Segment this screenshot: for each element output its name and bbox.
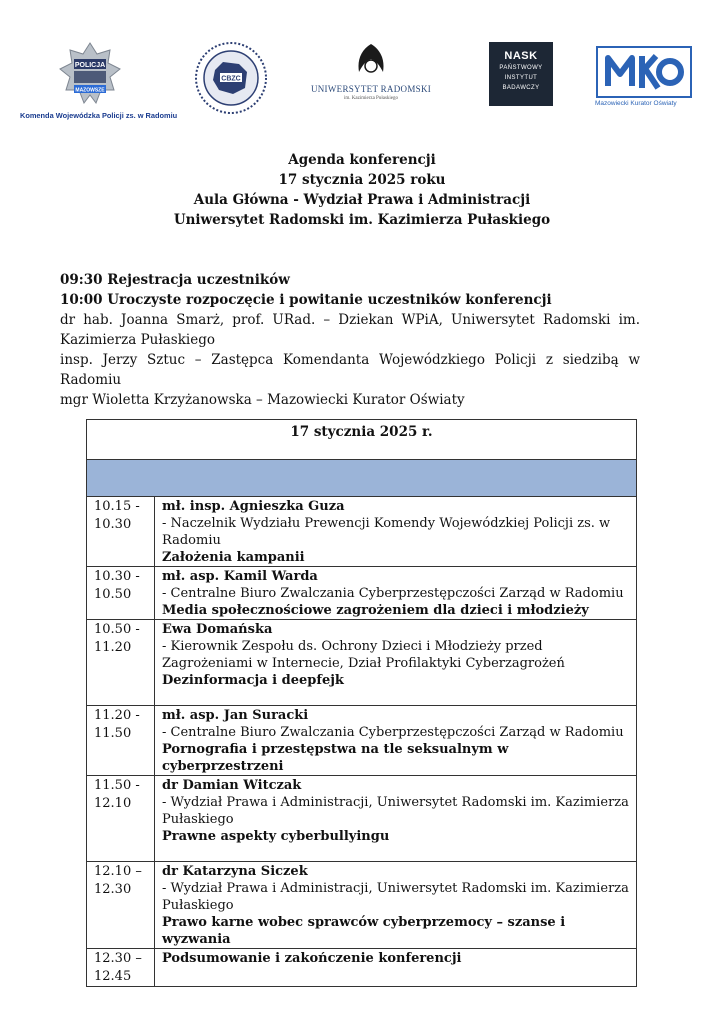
time-end: 12.30	[94, 882, 132, 897]
time-cell	[87, 862, 155, 949]
police-badge-text: POLICJA	[74, 62, 106, 69]
session-cell	[155, 497, 637, 567]
session-title: Dezinformacja i deepfejk	[162, 673, 344, 688]
opening-line: 10:00 Uroczyste rozpoczęcie i powitanie uczestników konferencji	[60, 292, 552, 308]
table-row	[87, 497, 637, 567]
mko-caption: Mazowiecki Kurator Oświaty	[595, 100, 677, 107]
session-cell	[155, 949, 637, 987]
speaker-name: Ewa Domańska	[162, 622, 273, 637]
mko-box	[596, 46, 692, 98]
speaker-affiliation: - Naczelnik Wydziału Prewencji Komendy Wojewódzkiej Policji zs. w Radomiu	[162, 516, 611, 548]
opening-speaker-3: mgr Wioletta Krzyżanowska – Mazowiecki Kurator Oświaty	[60, 392, 465, 408]
speaker-affiliation: - Centralne Biuro Zwalczania Cyberprzestępczości Zarząd w Radomiu	[162, 586, 624, 601]
table-row	[87, 949, 637, 987]
time-end: 12.45	[94, 969, 132, 984]
police-badge-icon	[59, 42, 121, 104]
time-start: 11.20 -	[94, 708, 140, 723]
heading-line-4: Uniwersytet Radomski im. Kazimierza Pułaskiego	[173, 212, 551, 228]
speaker-name: mł. asp. Jan Suracki	[162, 708, 309, 723]
table-row	[87, 620, 637, 706]
time-cell	[87, 567, 155, 620]
time-start: 10.15 -	[94, 499, 140, 514]
session-title: Prawo karne wobec sprawców cyberprzemocy – szanse i wyzwania	[162, 915, 566, 947]
table-row	[87, 862, 637, 949]
cbzc-logo	[193, 40, 269, 116]
university-eagle-icon	[351, 42, 391, 78]
time-cell	[87, 706, 155, 776]
agenda-table	[86, 419, 637, 987]
session-title: Media społecznościowe zagrożeniem dla dzieci i młodzieży	[162, 603, 589, 618]
session-cell	[155, 620, 637, 706]
time-end: 11.50	[94, 726, 132, 741]
speaker-name: dr Katarzyna Siczek	[162, 864, 308, 879]
registration-line: 09:30 Rejestracja uczestników	[60, 272, 290, 288]
speaker-affiliation: - Wydział Prawa i Administracji, Uniwersytet Radomski im. Kazimierza Pułaskiego	[162, 795, 629, 827]
university-logo	[309, 42, 433, 101]
agenda-heading	[0, 150, 724, 230]
speaker-name: mł. insp. Agnieszka Guza	[162, 499, 345, 514]
time-cell	[87, 776, 155, 862]
intro-section	[60, 270, 640, 410]
nask-sub-2: INSTYTUT	[504, 75, 538, 81]
time-cell	[87, 620, 155, 706]
closing-session: Podsumowanie i zakończenie konferencji	[162, 951, 462, 966]
heading-line-3: Aula Główna - Wydział Prawa i Administracji	[193, 192, 531, 208]
session-cell	[155, 706, 637, 776]
nask-sub-1: PAŃSTWOWY	[499, 65, 543, 71]
session-title: Prawne aspekty cyberbullyingu	[162, 829, 390, 844]
time-start: 12.30 –	[94, 951, 142, 966]
heading-line-1: Agenda konferencji	[288, 152, 436, 168]
time-start: 11.50 -	[94, 778, 140, 793]
table-caption-row	[87, 420, 637, 460]
police-logo	[20, 42, 178, 120]
opening-speaker-2: insp. Jerzy Sztuc – Zastępca Komendanta Wojewódzkiego Policji z siedzibą w Radomiu	[60, 352, 640, 388]
table-row	[87, 706, 637, 776]
time-cell	[87, 497, 155, 567]
table-row	[87, 567, 637, 620]
session-cell	[155, 567, 637, 620]
time-end: 10.30	[94, 517, 132, 532]
time-start: 12.10 –	[94, 864, 142, 879]
speaker-affiliation: - Wydział Prawa i Administracji, Uniwersytet Radomski im. Kazimierza Pułaskiego	[162, 881, 629, 913]
session-title: Założenia kampanii	[162, 550, 305, 565]
session-cell	[155, 776, 637, 862]
time-end: 11.20	[94, 640, 132, 655]
speaker-affiliation: - Centralne Biuro Zwalczania Cyberprzestępczości Zarząd w Radomiu	[162, 725, 624, 740]
table-row	[87, 776, 637, 862]
time-start: 10.30 -	[94, 569, 140, 584]
time-end: 10.50	[94, 587, 132, 602]
heading-line-2: 17 stycznia 2025 roku	[278, 172, 446, 188]
time-cell	[87, 949, 155, 987]
session-cell	[155, 862, 637, 949]
university-sub: im. Kazimierza Pułaskiego	[343, 96, 398, 101]
speaker-name: mł. asp. Kamil Warda	[162, 569, 318, 584]
time-end: 12.10	[94, 796, 132, 811]
opening-speaker-1: dr hab. Joanna Smarż, prof. URad. – Dziekan WPiA, Uniwersytet Radomski im. Kazimierza Pułaskiego	[60, 312, 640, 348]
nask-title: NASK	[504, 50, 538, 62]
time-start: 10.50 -	[94, 622, 140, 637]
cbzc-emblem-icon	[193, 40, 269, 116]
table-caption: 17 stycznia 2025 r.	[87, 420, 637, 460]
table-blue-row	[87, 460, 637, 497]
nask-sub-3: BADAWCZY	[502, 85, 540, 91]
cbzc-badge-text: CBZC	[221, 75, 241, 83]
university-name: UNIWERSYTET RADOMSKI	[310, 84, 432, 94]
speaker-affiliation: - Kierownik Zespołu ds. Ochrony Dzieci i Młodzieży przed Zagrożeniami w Internecie, Dział Profilaktyki Cyberzagrożeń	[162, 639, 565, 671]
speaker-name: dr Damian Witczak	[162, 778, 302, 793]
mko-logo	[595, 46, 693, 107]
nask-logo	[489, 42, 553, 106]
police-region-text: MAZOWSZE	[75, 87, 105, 94]
mko-letters-icon	[598, 48, 690, 96]
police-caption: Komenda Wojewódzka Policji zs. w Radomiu	[20, 111, 178, 120]
logo-bar	[0, 40, 724, 120]
session-title: Pornografia i przestępstwa na tle seksualnym w cyberprzestrzeni	[162, 742, 509, 774]
